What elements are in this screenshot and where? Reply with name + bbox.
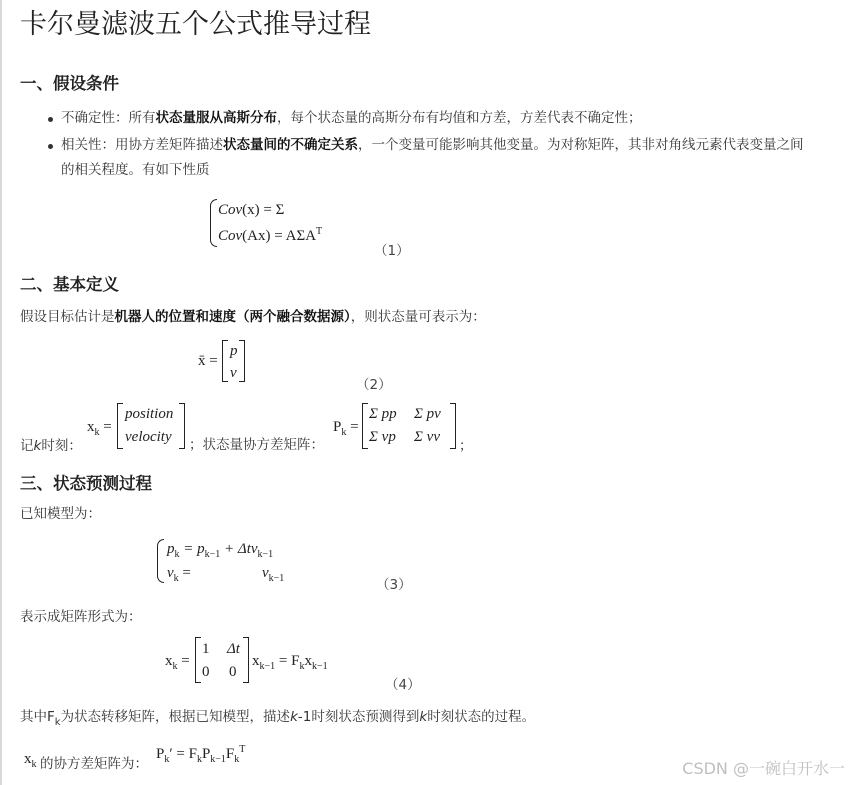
- covariance-prediction-equation: $P_k' = F_kP_{k-1}F_k^T$: [156, 744, 246, 765]
- bullet-dot: [48, 117, 53, 122]
- transition-matrix-cell-11: 1: [202, 641, 210, 657]
- matrix-cell-pv: Σ pv: [414, 406, 441, 422]
- transition-matrix-description: 其中$F_k$为状态转移矩阵，根据已知模型，描述k-1时刻状态预测得到k时刻状态的过程。: [20, 709, 536, 728]
- bullet-correlation: 相关性：用协方差矩阵描述状态量间的不确定关系，一个变量可能影响其他变量。为对称矩阵，其非对角线元素代表变量之间: [61, 137, 804, 153]
- equation-brace: [210, 199, 217, 247]
- bracket-left: [195, 637, 201, 683]
- equation-number-4: （4）: [385, 677, 421, 693]
- equation-3-line2-right: $v_{k-1}$: [262, 565, 285, 584]
- pk-symbol: $P_k$ =: [333, 419, 359, 438]
- page-title: 卡尔曼滤波五个公式推导过程: [20, 9, 371, 40]
- section-heading-prediction: 三、状态预测过程: [20, 474, 152, 493]
- bracket-right: [243, 637, 249, 683]
- equation-number-3: （3）: [376, 577, 412, 593]
- equation-4-rhs: $x_{k-1} = F_kx_{k-1}$: [252, 653, 328, 672]
- equation-brace: [157, 539, 164, 583]
- section-heading-assumptions: 一、假设条件: [20, 74, 119, 93]
- matrix-cell-pp: Σ pp: [369, 406, 397, 422]
- xk-symbol: $x_k$: [24, 751, 37, 770]
- matrix-cell-vv: Σ vv: [414, 429, 440, 445]
- time-k-label: 记k时刻：: [20, 438, 82, 454]
- transition-matrix-cell-12: Δt: [227, 641, 240, 657]
- matrix-cell-vp: Σ vp: [369, 429, 396, 445]
- equation-number-2: （2）: [356, 377, 392, 393]
- semicolon: ；: [459, 438, 473, 454]
- state-vector-lhs: x̄ =: [198, 353, 218, 369]
- vector-element-p: p: [230, 343, 238, 359]
- bullet-uncertainty: 不确定性：所有状态量服从高斯分布，每个状态量的高斯分布有均值和方差，方差代表不确定性；: [61, 110, 642, 126]
- bracket-left: [117, 403, 123, 449]
- equation-3-line2-left: $v_k$ =: [167, 565, 191, 584]
- section-heading-definitions: 二、基本定义: [20, 275, 119, 294]
- known-model-label: 已知模型为：: [20, 506, 101, 522]
- csdn-watermark: CSDN @一碗白开水一: [682, 759, 845, 778]
- vector-element-position: position: [125, 406, 174, 422]
- covariance-label: ；状态量协方差矩阵：: [189, 437, 324, 453]
- vector-element-velocity: velocity: [125, 429, 172, 445]
- left-border: [0, 0, 2, 785]
- equation-1-line2: $Cov(Ax) = A\Sigma A^T$: [218, 226, 323, 244]
- transition-matrix-cell-21: 0: [202, 664, 210, 680]
- equation-3-line1: $p_k = p_{k-1} + \Delta tv_{k-1}$: [167, 541, 274, 560]
- equation-1-line1: Cov(x) = Σ: [218, 202, 285, 218]
- transition-matrix-cell-22: 0: [229, 664, 237, 680]
- covariance-prediction-label: 的协方差矩阵为：: [40, 756, 148, 772]
- bracket-right: [450, 403, 456, 449]
- bullet-dot: [48, 144, 53, 149]
- xk-symbol: $x_k$ =: [165, 653, 190, 672]
- matrix-form-label: 表示成矩阵形式为：: [20, 609, 142, 625]
- bullet-correlation-line2: 的相关程度。有如下性质: [61, 162, 210, 178]
- equation-number-1: （1）: [374, 243, 410, 259]
- vector-element-v: v: [230, 365, 237, 381]
- bracket-left: [222, 340, 228, 382]
- xk-symbol: $x_k$ =: [87, 419, 112, 438]
- bracket-right: [239, 340, 245, 382]
- definition-paragraph: 假设目标估计是机器人的位置和速度（两个融合数据源），则状态量可表示为：: [20, 309, 486, 325]
- bracket-left: [362, 403, 368, 449]
- bracket-right: [179, 403, 185, 449]
